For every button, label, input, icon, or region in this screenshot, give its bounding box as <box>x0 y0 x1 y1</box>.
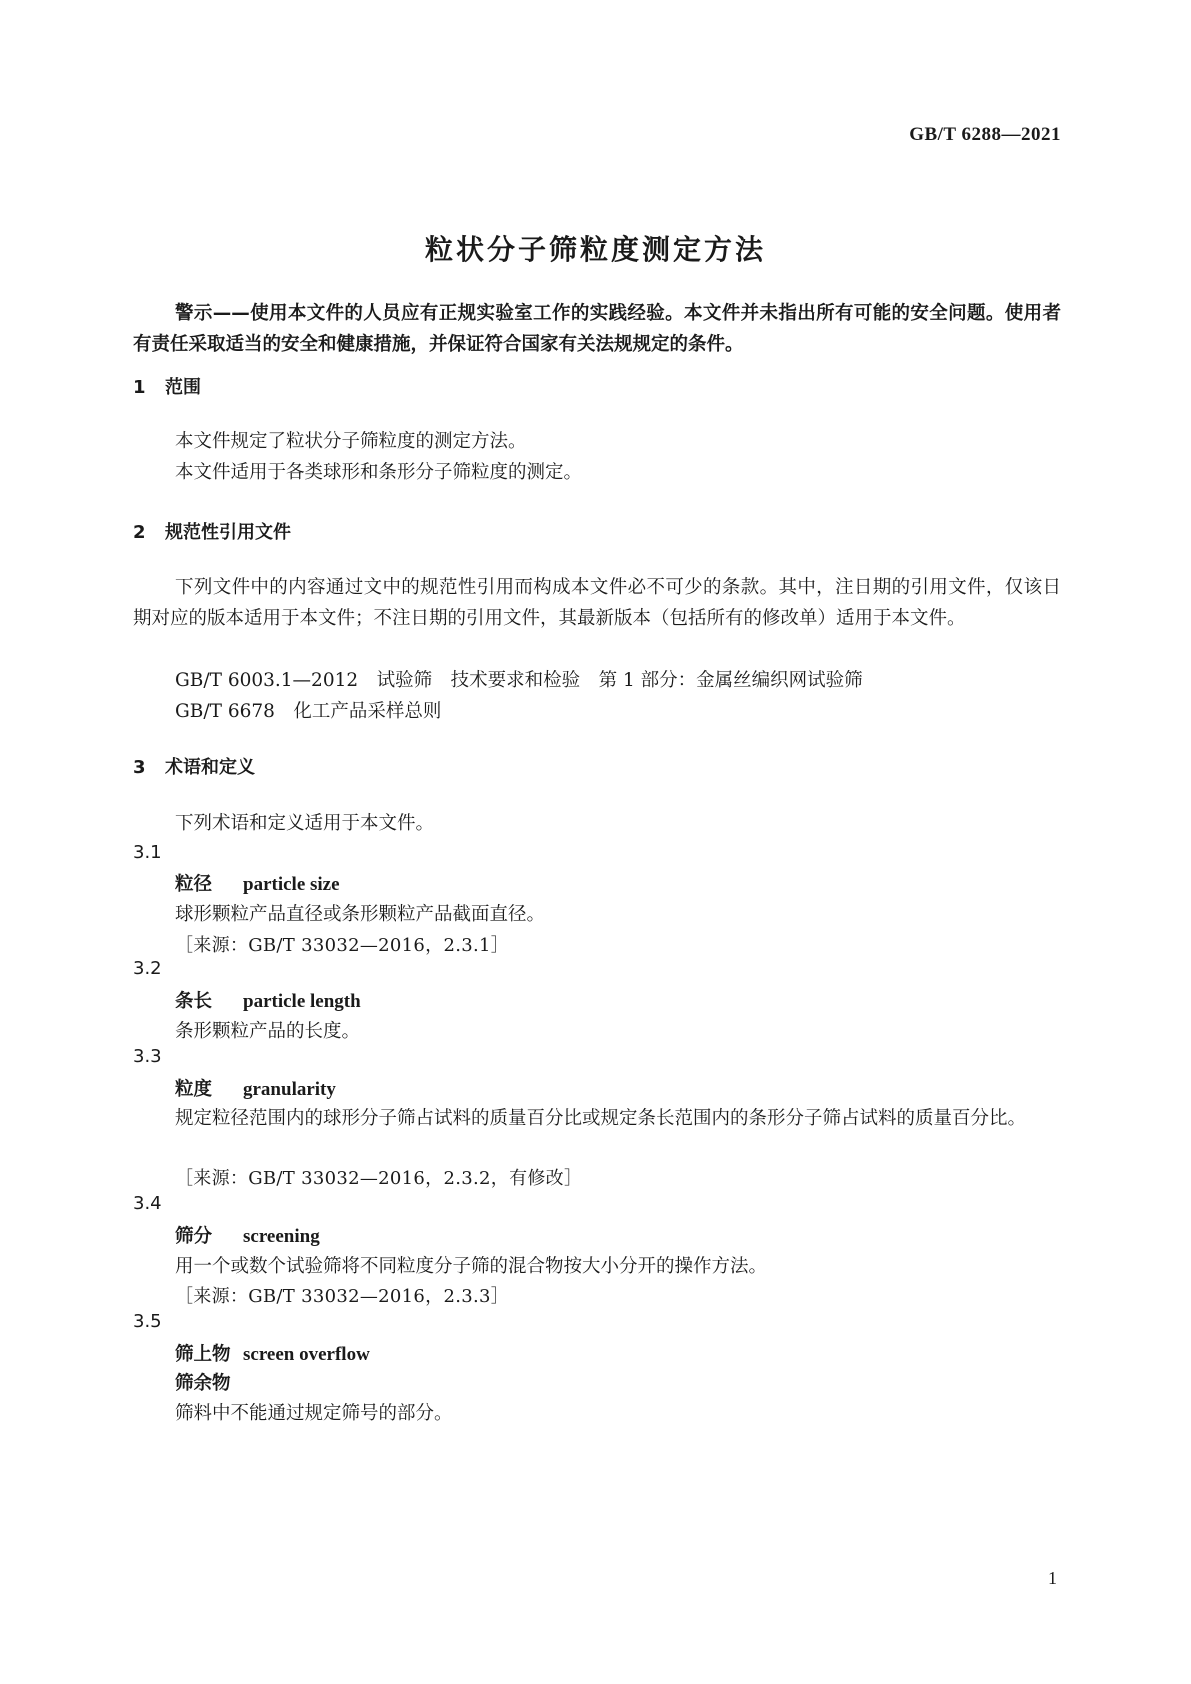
section-heading-terms <box>133 753 255 779</box>
warning-paragraph: 警示——使用本文件的人员应有正规实验室工作的实践经验。本文件并未指出所有可能的安全问题。使用者有责任采取适当的安全和健康措施，并保证符合国家有关法规规定的条件。 <box>133 303 1061 355</box>
term-heading <box>175 1222 320 1248</box>
section-title: 术语和定义 <box>165 757 255 778</box>
section-title: 规范性引用文件 <box>165 522 291 543</box>
term-heading <box>175 987 361 1013</box>
reference-item: GB/T 6003.1—2012 试验筛 技术要求和检验 第 1 部分：金属丝编织网试验筛 <box>175 670 863 691</box>
term-source: ［来源：GB/T 33032—2016，2.3.2，有修改］ <box>175 1168 583 1189</box>
term-zh: 粒度 <box>175 1079 213 1100</box>
document-title: 粒状分子筛粒度测定方法 <box>424 233 766 266</box>
term-zh: 筛上物 <box>175 1344 231 1365</box>
section-number: 3 <box>133 757 146 778</box>
term-number: 3.2 <box>133 958 162 979</box>
term-en: screening <box>243 1226 320 1247</box>
term-heading <box>175 1075 336 1101</box>
standard-number: GB/T 6288—2021 <box>909 124 1061 145</box>
term-definition: 规定粒径范围内的球形分子筛占试料的质量百分比或规定条长范围内的条形分子筛占试料的质量百分比。 <box>175 1108 1027 1129</box>
term-zh: 条长 <box>175 991 213 1012</box>
scope-line-2: 本文件适用于各类球形和条形分子筛粒度的测定。 <box>175 462 583 483</box>
section-heading-normative-references <box>133 518 291 544</box>
term-en: screen overflow <box>243 1344 370 1365</box>
term-number: 3.4 <box>133 1193 162 1214</box>
term-en: particle size <box>243 874 340 895</box>
term-zh-alt: 筛余物 <box>175 1373 231 1394</box>
term-number: 3.3 <box>133 1046 162 1067</box>
term-en: granularity <box>243 1079 336 1100</box>
term-definition: 条形颗粒产品的长度。 <box>175 1021 361 1042</box>
term-heading <box>175 870 340 896</box>
term-definition: 用一个或数个试验筛将不同粒度分子筛的混合物按大小分开的操作方法。 <box>175 1256 768 1277</box>
term-source: ［来源：GB/T 33032—2016，2.3.3］ <box>175 1286 510 1307</box>
term-heading <box>175 1340 370 1366</box>
section-number: 1 <box>133 377 146 398</box>
term-definition: 球形颗粒产品直径或条形颗粒产品截面直径。 <box>175 904 546 925</box>
page-number: 1 <box>1048 1568 1057 1588</box>
section-number: 2 <box>133 522 146 543</box>
term-zh: 筛分 <box>175 1226 213 1247</box>
term-en: particle length <box>243 991 361 1012</box>
term-zh: 粒径 <box>175 874 213 895</box>
scope-line-1: 本文件规定了粒状分子筛粒度的测定方法。 <box>175 431 527 452</box>
terms-intro: 下列术语和定义适用于本文件。 <box>175 813 435 834</box>
reference-item: GB/T 6678 化工产品采样总则 <box>175 701 442 722</box>
term-number: 3.5 <box>133 1311 162 1332</box>
term-definition: 筛料中不能通过规定筛号的部分。 <box>175 1403 453 1424</box>
term-number: 3.1 <box>133 842 162 863</box>
term-source: ［来源：GB/T 33032—2016，2.3.1］ <box>175 935 510 956</box>
term-admitted-synonym <box>175 1369 237 1395</box>
section-title: 范围 <box>165 377 201 398</box>
references-intro: 下列文件中的内容通过文中的规范性引用而构成本文件必不可少的条款。其中，注日期的引用文件，仅该日期对应的版本适用于本文件；不注日期的引用文件，其最新版本（包括所有的修改单）适用于本文件。 <box>133 577 1061 629</box>
section-heading-scope <box>133 373 201 399</box>
